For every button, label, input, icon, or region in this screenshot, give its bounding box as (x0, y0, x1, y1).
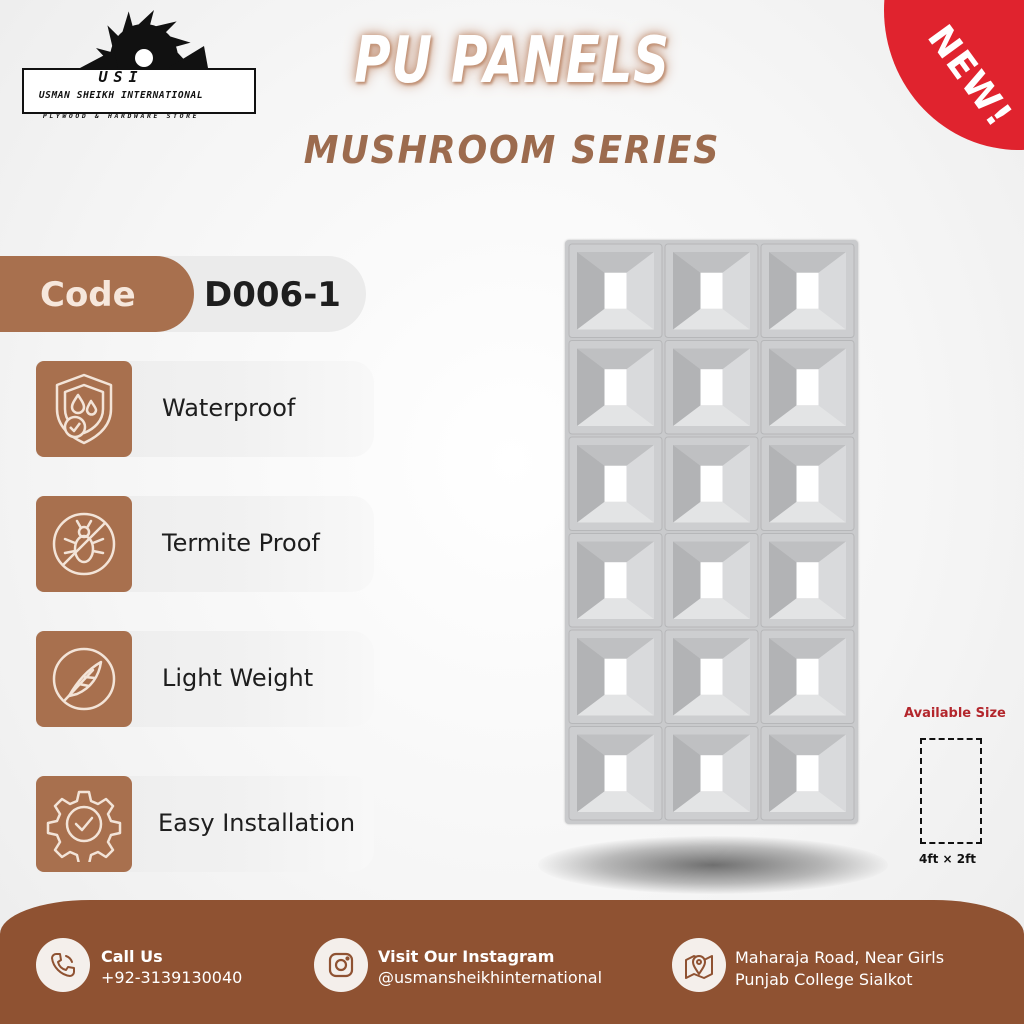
feature-waterproof (36, 361, 374, 457)
product-code-label: Code (40, 275, 136, 315)
instagram-icon (314, 938, 368, 992)
panel-tile (761, 244, 854, 338)
panel-tile (761, 727, 854, 821)
phone-number[interactable]: +92-3139130040 (101, 968, 243, 987)
product-code-value: D006-1 (204, 275, 341, 315)
panel-tile (761, 341, 854, 435)
call-us-title: Call Us (101, 947, 163, 966)
feature-light-weight (36, 631, 374, 727)
size-dimensions: 4ft × 2ft (919, 852, 977, 866)
panel-tile (569, 630, 662, 724)
feature-light-weight-label: Light Weight (162, 664, 314, 692)
panel-shadow (538, 836, 888, 894)
logo-abbreviation: USI (98, 68, 144, 86)
panel-tile (665, 244, 758, 338)
panel-tile (569, 727, 662, 821)
no-termite-icon (36, 496, 132, 592)
instagram-title: Visit Our Instagram (378, 947, 555, 966)
panel-tile (761, 437, 854, 531)
feature-termite-proof-label: Termite Proof (162, 529, 320, 557)
location-icon (672, 938, 726, 992)
panel-tile (761, 630, 854, 724)
size-outline (920, 738, 982, 844)
feature-easy-installation-label: Easy Installation (158, 809, 356, 837)
panel-tile (761, 534, 854, 628)
new-badge (874, 0, 1024, 150)
pu-panel-image (565, 240, 858, 824)
mushroom-panel-pattern (565, 240, 858, 824)
panel-tile (665, 727, 758, 821)
gear-check-icon (36, 776, 132, 872)
panel-tile (569, 244, 662, 338)
panel-tile (665, 630, 758, 724)
address-line-2: Punjab College Sialkot (735, 970, 913, 989)
panel-tile (569, 534, 662, 628)
panel-tile (569, 341, 662, 435)
feature-easy-installation (36, 776, 374, 872)
instagram-handle[interactable]: @usmansheikhinternational (378, 968, 603, 987)
feather-icon (36, 631, 132, 727)
series-subtitle: MUSHROOM SERIES (303, 128, 721, 172)
page-title: PU PANELS (354, 24, 670, 98)
logo-tagline: PLYWOOD & HARDWARE STORE (42, 112, 200, 120)
panel-tile (665, 534, 758, 628)
feature-termite-proof (36, 496, 374, 592)
logo-company-name: USMAN SHEIKH INTERNATIONAL (38, 90, 204, 101)
panel-tile (665, 437, 758, 531)
panel-tile (569, 437, 662, 531)
water-shield-icon (36, 361, 132, 457)
panel-tile (665, 341, 758, 435)
address-line-1: Maharaja Road, Near Girls (735, 948, 945, 967)
available-size-title: Available Size (904, 706, 1006, 721)
badge-text: NEW! (919, 17, 1020, 136)
phone-icon (36, 938, 90, 992)
feature-waterproof-label: Waterproof (162, 394, 296, 422)
